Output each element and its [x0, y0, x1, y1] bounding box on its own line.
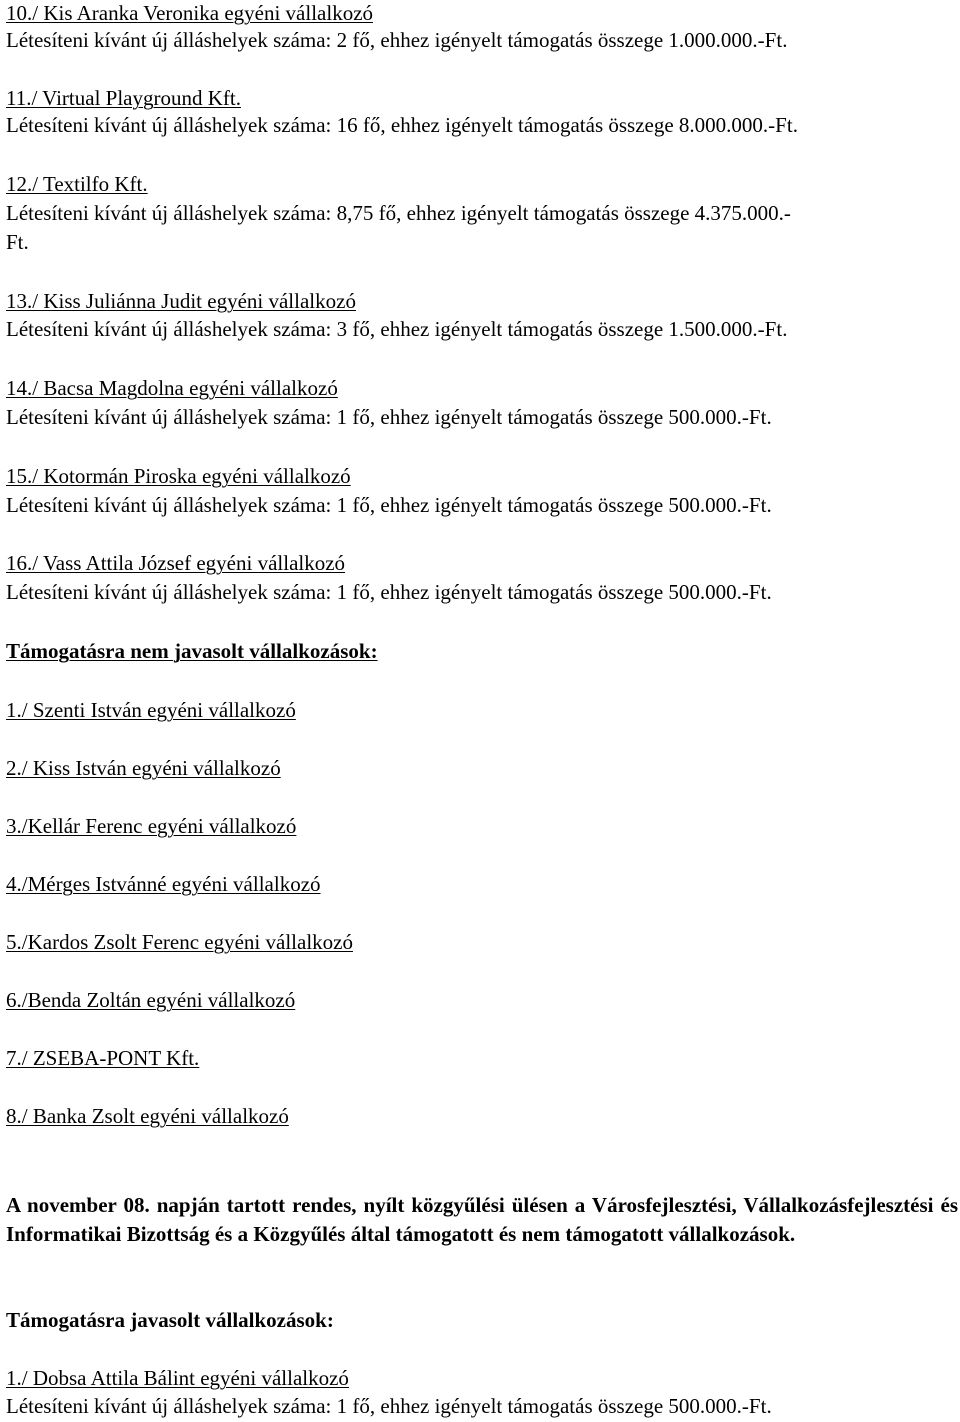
company-name: 16./ Vass Attila József egyéni vállalkozó	[6, 551, 346, 575]
list-item: 2./ Kiss István egyéni vállalkozó	[6, 756, 281, 780]
list-item: 8./ Banka Zsolt egyéni vállalkozó	[6, 1104, 289, 1128]
supported-heading: Támogatásra javasolt vállalkozások:	[6, 1308, 334, 1332]
company-name: 10./ Kis Aranka Veronika egyéni vállalkozó	[6, 1, 374, 25]
company-name: 14./ Bacsa Magdolna egyéni vállalkozó	[6, 376, 338, 400]
list-item: 4./Mérges Istvánné egyéni vállalkozó	[6, 872, 321, 896]
list-item: 3./Kellár Ferenc egyéni vállalkozó	[6, 814, 297, 838]
company-detail: Létesíteni kívánt új álláshelyek száma: 3 fő, ehhez igényelt támogatás összege 1.500.000.-Ft.	[6, 317, 788, 341]
company-name: 1./ Dobsa Attila Bálint egyéni vállalkozó	[6, 1366, 349, 1390]
list-item: 7./ ZSEBA-PONT Kft.	[6, 1046, 200, 1070]
company-name: 13./ Kiss Juliánna Judit egyéni vállalkozó	[6, 289, 356, 313]
company-detail-continued: Ft.	[6, 230, 29, 254]
company-detail: Létesíteni kívánt új álláshelyek száma: 16 fő, ehhez igényelt támogatás összege 8.000.000.-Ft.	[6, 113, 798, 137]
company-detail: Létesíteni kívánt új álláshelyek száma: 1 fő, ehhez igényelt támogatás összege 500.000.-Ft.	[6, 1394, 772, 1418]
company-detail: Létesíteni kívánt új álláshelyek száma: 1 fő, ehhez igényelt támogatás összege 500.000.-Ft.	[6, 405, 772, 429]
list-item: 6./Benda Zoltán egyéni vállalkozó	[6, 988, 296, 1012]
list-item: 5./Kardos Zsolt Ferenc egyéni vállalkozó	[6, 930, 353, 954]
not-supported-heading: Támogatásra nem javasolt vállalkozások:	[6, 639, 378, 663]
company-detail: Létesíteni kívánt új álláshelyek száma: 1 fő, ehhez igényelt támogatás összege 500.000.-Ft.	[6, 493, 772, 517]
company-detail: Létesíteni kívánt új álláshelyek száma: 1 fő, ehhez igényelt támogatás összege 500.000.-Ft.	[6, 580, 772, 604]
company-detail: Létesíteni kívánt új álláshelyek száma: 8,75 fő, ehhez igényelt támogatás összege 4.375.000.-	[6, 201, 791, 225]
company-name: 11./ Virtual Playground Kft.	[6, 86, 241, 110]
company-name: 15./ Kotormán Piroska egyéni vállalkozó	[6, 464, 351, 488]
meeting-paragraph: A november 08. napján tartott rendes, nyílt közgyűlési ülésen a Városfejlesztési, Vállalkozásfejlesztési és Informatikai Bizottság és a Közgyűlés által támogatott és nem támogatott vállalkozások.	[6, 1193, 958, 1246]
list-item: 1./ Szenti István egyéni vállalkozó	[6, 698, 296, 722]
company-name: 12./ Textilfo Kft.	[6, 172, 148, 196]
company-detail: Létesíteni kívánt új álláshelyek száma: 2 fő, ehhez igényelt támogatás összege 1.000.000.-Ft.	[6, 28, 788, 52]
